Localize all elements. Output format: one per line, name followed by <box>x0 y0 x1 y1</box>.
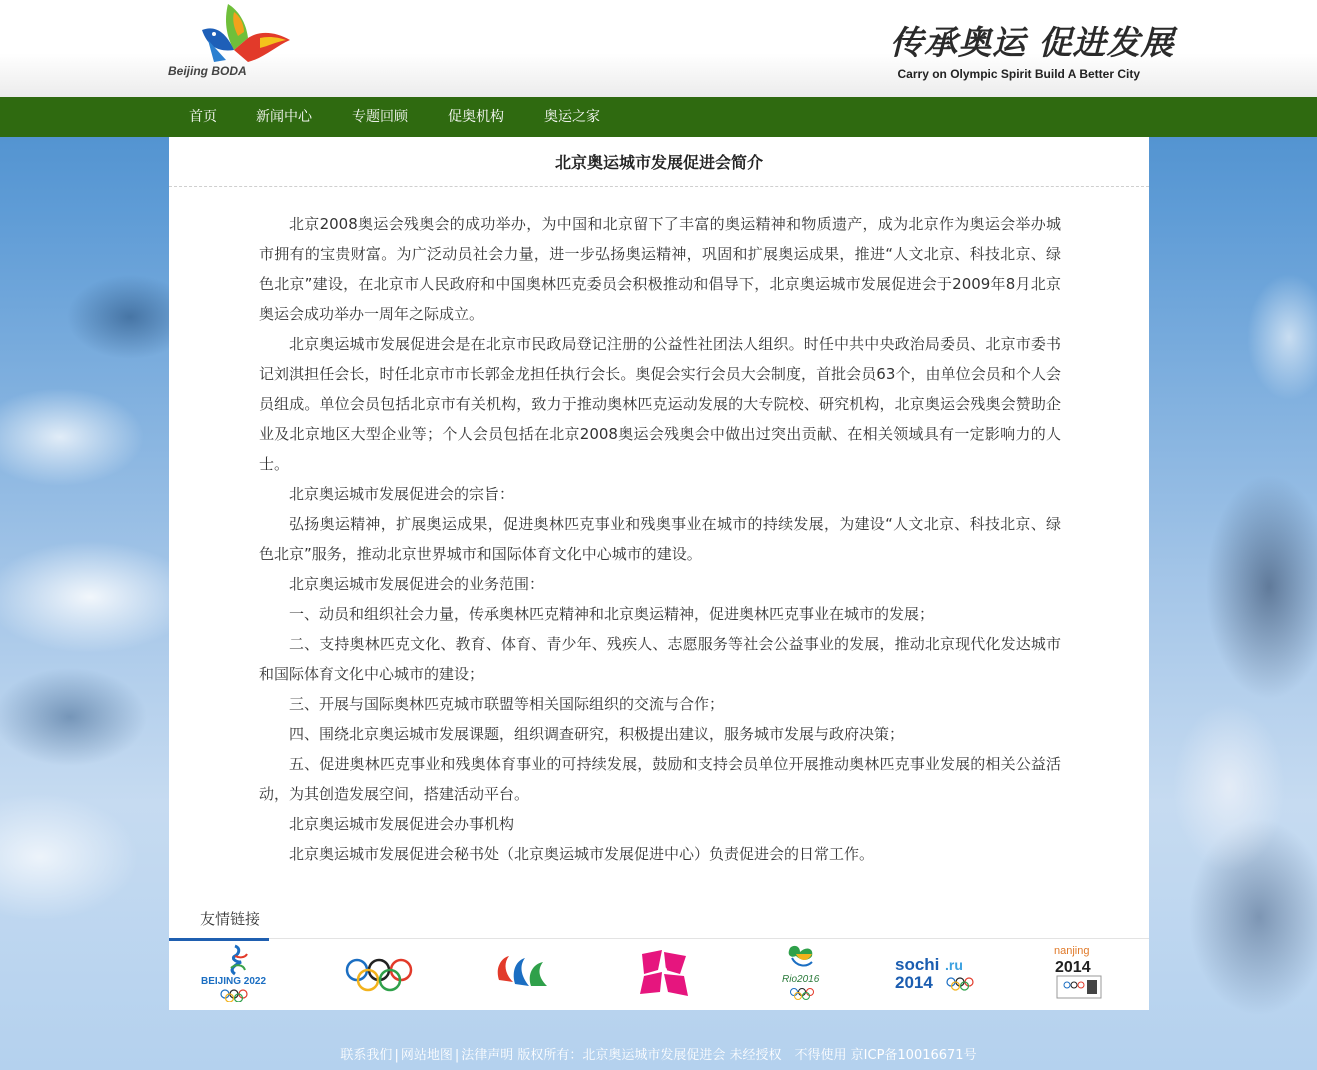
nav-item-olympic-home[interactable]: 奥运之家 <box>544 109 600 125</box>
footer-legal-link[interactable]: 法律声明 <box>461 1048 514 1063</box>
paralympic-agitos-icon <box>487 940 557 1002</box>
sochi-ru-text: .ru <box>945 957 963 973</box>
main-nav <box>0 97 1317 137</box>
nanjing-year-text: 2014 <box>1055 959 1091 976</box>
nav-item-topics[interactable]: 专题回顾 <box>352 109 408 125</box>
slogan <box>890 23 1175 84</box>
rio-2016-text: Rio2016 <box>782 974 820 985</box>
footer-separator: | <box>394 1048 399 1063</box>
background-right-great-wall <box>1149 137 1317 1070</box>
boda-logo[interactable] <box>168 2 293 94</box>
title-divider <box>169 186 1149 187</box>
paragraph: 北京奥运城市发展促进会的业务范围： <box>289 575 545 593</box>
beijing-2022-text: BEIJING 2022 <box>201 976 267 987</box>
footer-separator: | <box>454 1048 460 1063</box>
nav-item-home[interactable]: 首页 <box>189 109 217 125</box>
beijing-2022-link[interactable] <box>199 940 279 1002</box>
footer-contact-link[interactable]: 联系我们 <box>340 1048 393 1063</box>
paragraph: 北京2008奥运会残奥会的成功举办，为中国和北京留下了丰富的奥运精神和物质遗产，成为北京作为奥运会举办城市拥有的宝贵财富。为广泛动员社会力量，进一步弘扬奥运精神，巩固和扩展奥运成果，推进“人文北京、科技北京、绿色北京”建设，在北京市人民政府和中国奥林匹克委员会积极推动和倡导下，北京奥运城市发展促进会于2009年8月北京奥运会成功举办一周年之际成立。 <box>259 215 1061 323</box>
london-2012-logo-icon <box>634 940 694 1002</box>
nanjing-text: nanjing <box>1054 945 1090 957</box>
rio-2016-logo-icon <box>772 940 832 1002</box>
paragraph: 北京奥运城市发展促进会秘书处（北京奥运城市发展促进中心）负责促进会的日常工作。 <box>289 845 875 863</box>
paralympic-link[interactable] <box>487 940 557 1002</box>
links-divider <box>269 938 1149 939</box>
paragraph: 北京奥运城市发展促进会的宗旨： <box>289 485 515 503</box>
footer-sitemap-link[interactable]: 网站地图 <box>400 1048 453 1063</box>
nav-item-organization[interactable]: 促奥机构 <box>448 109 504 125</box>
sochi-year-text: 2014 <box>895 973 933 992</box>
olympic-rings-icon <box>339 940 419 1002</box>
friendly-links-heading <box>169 905 269 941</box>
content-panel <box>169 137 1149 1010</box>
footer-copyright: 版权所有：北京奥运城市发展促进会 未经授权 不得使用 京ICP备10016671号 <box>517 1048 977 1063</box>
paragraph: 一、动员和组织社会力量，传承奥林匹克精神和北京奥运精神，促进奥林匹克事业在城市的发展； <box>289 605 935 623</box>
slogan-english: Carry on Olympic Spirit Build A Better City <box>897 67 1140 81</box>
article-title: 北京奥运城市发展促进会简介 <box>554 153 763 172</box>
dove-logo-icon <box>168 2 293 64</box>
background-left-mountains <box>0 137 170 1070</box>
site-header <box>0 0 1317 97</box>
nav-item-news[interactable]: 新闻中心 <box>256 109 312 125</box>
rio-2016-link[interactable] <box>772 940 832 1002</box>
paragraph: 五、促进奥林匹克事业和残奥体育事业的可持续发展，鼓励和支持会员单位开展推动奥林匹克事业发展的相关公益活动，为其创造发展空间，搭建活动平台。 <box>259 755 1061 803</box>
paragraph: 三、开展与国际奥林匹克城市联盟等相关国际组织的交流与合作； <box>289 695 725 713</box>
london-2012-link[interactable] <box>634 940 694 1002</box>
paragraph: 北京奥运城市发展促进会是在北京市民政局登记注册的公益性社团法人组织。时任中共中央政治局委员、北京市委书记刘淇担任会长，时任北京市市长郭金龙担任执行会长。奥促会实行会员大会制度，首批会员63个，由单位会员和个人会员组成。单位会员包括北京市有关机构，致力于推动奥林匹克运动发展的大专院校、研究机构，北京奥运会残奥会赞助企业及北京地区大型企业等；个人会员包括在北京2008奥运会残奥会中做出过突出贡献、在相关领域具有一定影响力的人士。 <box>259 335 1061 473</box>
site-footer <box>0 1044 1317 1063</box>
paragraph: 弘扬奥运精神，扩展奥运成果，促进奥林匹克事业和残奥事业在城市的持续发展，为建设“人文北京、科技北京、绿色北京”服务，推动北京世界城市和国际体育文化中心城市的建设。 <box>259 515 1061 563</box>
sochi-text: sochi <box>895 955 940 974</box>
olympic-rings-link[interactable] <box>339 940 419 1002</box>
nanjing-2014-link[interactable] <box>1051 940 1107 1002</box>
slogan-chinese: 传承奥运 促进发展 <box>890 23 1175 62</box>
sochi-2014-logo-icon <box>891 940 987 1002</box>
article-body <box>259 209 1061 869</box>
beijing-2022-logo-icon <box>199 940 279 1002</box>
friendly-links-label: 友情链接 <box>200 910 261 928</box>
logo-wordmark: Beijing BODA <box>168 64 247 78</box>
paragraph: 二、支持奥林匹克文化、教育、体育、青少年、残疾人、志愿服务等社会公益事业的发展，推动北京现代化发达城市和国际体育文化中心城市的建设； <box>259 635 1061 683</box>
paragraph: 北京奥运城市发展促进会办事机构 <box>289 815 515 833</box>
nanjing-2014-logo-icon <box>1051 940 1107 1002</box>
paragraph: 四、围绕北京奥运城市发展课题，组织调查研究，积极提出建议，服务城市发展与政府决策； <box>289 725 905 743</box>
sochi-2014-link[interactable] <box>891 940 987 1002</box>
